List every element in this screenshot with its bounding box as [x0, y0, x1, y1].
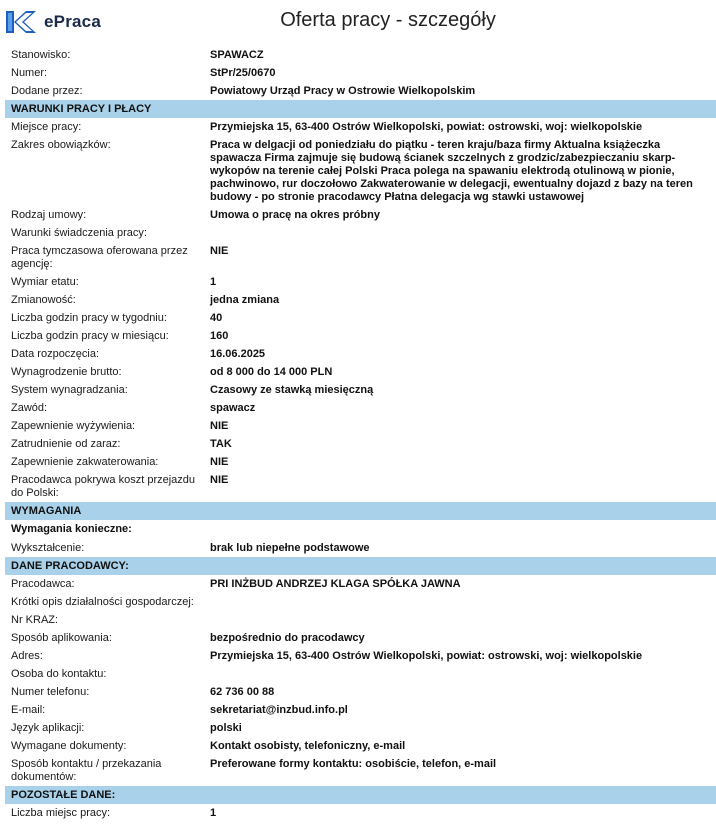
detail-label: Numer telefonu:: [11, 685, 90, 698]
detail-value: StPr/25/0670: [210, 66, 276, 79]
pracodawca-list: [5, 575, 716, 786]
wymagania-subheading: Wymagania konieczne:: [11, 523, 132, 535]
detail-value: [210, 227, 716, 240]
detail-label: Adres:: [11, 649, 43, 662]
detail-value: Kontakt osobisty, telefoniczny, e-mail: [210, 739, 406, 752]
detail-label: System wynagradzania:: [11, 383, 128, 396]
section-header-pracodawca: DANE PRACODAWCY:: [5, 557, 716, 575]
detail-row: [5, 629, 716, 647]
detail-label: Pracodawca:: [11, 577, 75, 590]
detail-row: [5, 224, 716, 242]
detail-row: [5, 309, 716, 327]
detail-label: Sposób aplikowania:: [11, 631, 112, 644]
detail-value: bezpośrednio do pracodawcy: [210, 631, 365, 644]
detail-row: [5, 804, 716, 822]
detail-value: jedna zmiana: [210, 293, 280, 306]
detail-row: [5, 575, 716, 593]
detail-row: [5, 539, 716, 557]
detail-value: [210, 668, 716, 681]
detail-label: Wymiar etatu:: [11, 275, 79, 288]
detail-row: [5, 665, 716, 683]
detail-label: Warunki świadczenia pracy:: [11, 226, 147, 239]
detail-value: 160: [210, 329, 229, 342]
detail-value: TAK: [210, 437, 232, 450]
detail-row: [5, 471, 716, 502]
detail-row: [5, 136, 716, 206]
detail-label: Język aplikacji:: [11, 721, 85, 734]
detail-label: Praca tymczasowa oferowana przez agencję:: [11, 244, 188, 270]
detail-label: Wykształcenie:: [11, 541, 85, 554]
detail-row: [5, 453, 716, 471]
detail-value: Powiatowy Urząd Pracy w Ostrowie Wielkopolskim: [210, 84, 476, 97]
detail-row: [5, 291, 716, 309]
detail-value: PRI INŻBUD ANDRZEJ KLAGA SPÓŁKA JAWNA: [210, 577, 461, 590]
detail-label: Zakres obowiązków:: [11, 138, 111, 151]
detail-label: Pracodawca pokrywa koszt przejazdu do Polski:: [11, 473, 196, 499]
detail-value: 40: [210, 311, 223, 324]
detail-row: [5, 242, 716, 273]
detail-row: [5, 363, 716, 381]
detail-value: NIE: [210, 455, 229, 468]
detail-label: Krótki opis działalności gospodarczej:: [11, 595, 194, 608]
logo-text: ePraca: [44, 12, 101, 31]
detail-value: 16.06.2025: [210, 347, 266, 360]
detail-label: Rodzaj umowy:: [11, 208, 87, 221]
page-header: [0, 0, 716, 44]
detail-row: [5, 399, 716, 417]
offer-summary: [5, 46, 716, 100]
detail-label: Liczba godzin pracy w tygodniu:: [11, 311, 167, 324]
detail-label: Wynagrodzenie brutto:: [11, 365, 122, 378]
detail-value: od 8 000 do 14 000 PLN: [210, 365, 333, 378]
detail-label: Zapewnienie wyżywienia:: [11, 419, 136, 432]
detail-label: Miejsce pracy:: [11, 120, 82, 133]
detail-value: NIE: [210, 473, 229, 486]
wymagania-list: [5, 539, 716, 557]
detail-value: Preferowane formy kontaktu: osobiście, telefon, e-mail: [210, 757, 497, 770]
detail-label: Data rozpoczęcia:: [11, 347, 100, 360]
detail-label: Stanowisko:: [11, 48, 71, 61]
detail-label: Nr KRAZ:: [11, 613, 59, 626]
detail-row: [5, 611, 716, 629]
detail-label: Liczba miejsc pracy:: [11, 806, 111, 819]
section-header-warunki: WARUNKI PRACY I PŁACY: [5, 100, 716, 118]
pozostale-list: [5, 804, 716, 822]
detail-row: [5, 345, 716, 363]
detail-label: Zmianowość:: [11, 293, 76, 306]
detail-value: [210, 614, 716, 627]
detail-value: Przymiejska 15, 63-400 Ostrów Wielkopolski, powiat: ostrowski, woj: wielkopolskie: [210, 649, 643, 662]
detail-value: NIE: [210, 244, 229, 257]
page-title: Oferta pracy - szczegóły: [280, 9, 496, 31]
detail-label: Zawód:: [11, 401, 48, 414]
detail-row: [5, 755, 716, 786]
offer-details: [5, 46, 716, 822]
detail-value: 62 736 00 88: [210, 685, 275, 698]
detail-row: [5, 118, 716, 136]
detail-value: Praca w delgacji od poniedziału do piątku - teren kraju/baza firmy Aktualna książeczka spawacza Firma zajmuje się budową ścianek szczelnych z grodzic/zabezpieczaniu skarp-wykopów na terenie całej Polski Praca polega na spawaniu elektrodą otulinową w pionie, pachwinowo, rur doczołowo Zakwaterowanie w delegacji, ewentualny dojazd z bazy na teren budowy - po stronie pracodawcy Płatna delegacja wg stawki ustawowej: [210, 138, 693, 203]
detail-label: Liczba godzin pracy w miesiącu:: [11, 329, 169, 342]
detail-label: Sposób kontaktu / przekazania dokumentów:: [11, 757, 162, 783]
detail-value: [210, 596, 716, 609]
detail-value: spawacz: [210, 401, 256, 414]
detail-row: [5, 381, 716, 399]
detail-row: [5, 719, 716, 737]
detail-value: Przymiejska 15, 63-400 Ostrów Wielkopolski, powiat: ostrowski, woj: wielkopolskie: [210, 120, 643, 133]
detail-label: Wymagane dokumenty:: [11, 739, 127, 752]
detail-row: [5, 273, 716, 291]
detail-row: [5, 82, 716, 100]
detail-label: Dodane przez:: [11, 84, 83, 97]
detail-value: Czasowy ze stawką miesięczną: [210, 383, 374, 396]
detail-value: polski: [210, 721, 242, 734]
detail-label: Zapewnienie zakwaterowania:: [11, 455, 159, 468]
detail-value: NIE: [210, 419, 229, 432]
detail-row: [5, 737, 716, 755]
detail-value: sekretariat@inzbud.info.pl: [210, 703, 348, 716]
section-header-wymagania: WYMAGANIA: [5, 502, 716, 520]
detail-row: [5, 701, 716, 719]
detail-row: [5, 206, 716, 224]
detail-label: Numer:: [11, 66, 48, 79]
section-header-pozostale: POZOSTAŁE DANE:: [5, 786, 716, 804]
warunki-list: [5, 118, 716, 502]
detail-value: brak lub niepełne podstawowe: [210, 541, 370, 554]
detail-value: SPAWACZ: [210, 48, 264, 61]
detail-label: Osoba do kontaktu:: [11, 667, 107, 680]
detail-row: [5, 435, 716, 453]
detail-value: 1: [210, 275, 217, 288]
detail-value: Umowa o pracę na okres próbny: [210, 208, 380, 221]
detail-label: E-mail:: [11, 703, 46, 716]
detail-row: [5, 327, 716, 345]
detail-row: [5, 46, 716, 64]
detail-row: [5, 593, 716, 611]
detail-label: Zatrudnienie od zaraz:: [11, 437, 121, 450]
detail-value: 1: [210, 806, 217, 819]
detail-row: [5, 647, 716, 665]
detail-row: [5, 417, 716, 435]
detail-row: [5, 64, 716, 82]
detail-row: [5, 683, 716, 701]
